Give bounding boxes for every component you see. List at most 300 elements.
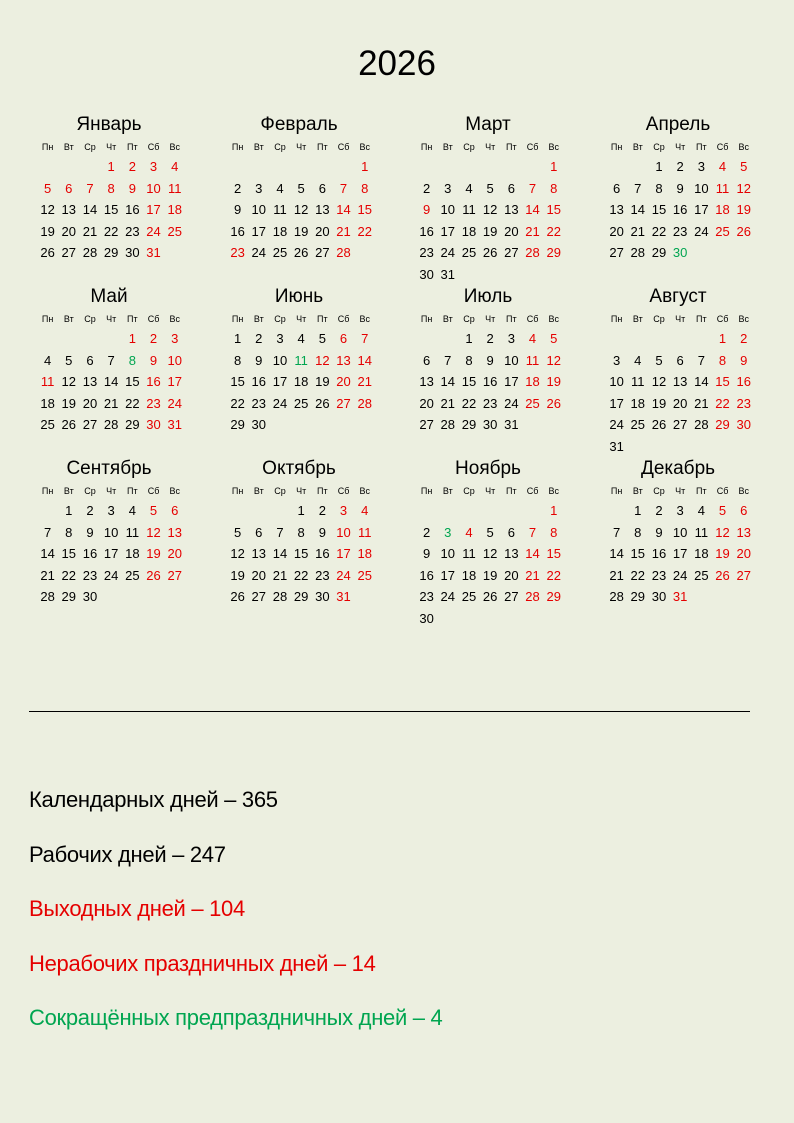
day-cell: 24 xyxy=(167,395,182,411)
weekday-label: Пт xyxy=(317,142,328,152)
month-block xyxy=(416,114,566,285)
day-cell: 28 xyxy=(272,589,288,605)
day-cell: 17 xyxy=(336,546,351,562)
day-cell: 28 xyxy=(40,589,55,605)
day-cell: 27 xyxy=(609,245,624,261)
day-cell: 11 xyxy=(631,374,645,390)
day-cell: 7 xyxy=(43,524,52,540)
day-cell: 11 xyxy=(462,202,476,218)
weekday-label: Сб xyxy=(337,314,350,324)
day-cell: 11 xyxy=(294,352,308,368)
weekday-label: Пн xyxy=(231,142,244,152)
day-cell: 12 xyxy=(61,374,77,390)
week-row xyxy=(606,436,756,458)
day-cell: 5 xyxy=(718,503,727,519)
day-cell: 21 xyxy=(272,567,288,583)
weekday-label: Ср xyxy=(463,314,475,324)
weekday-label: Ср xyxy=(274,142,286,152)
day-cell: 18 xyxy=(357,546,372,562)
day-cell: 8 xyxy=(634,524,642,540)
week-row xyxy=(416,565,566,587)
day-cell: 24 xyxy=(609,417,624,433)
day-cell: 8 xyxy=(550,180,558,196)
calendar-grid xyxy=(37,114,757,644)
day-cell: 28 xyxy=(630,245,646,261)
week-row xyxy=(37,328,187,350)
weekday-label: Пн xyxy=(610,142,623,152)
day-cell: 2 xyxy=(86,503,94,519)
weekday-label: Сб xyxy=(526,142,539,152)
weekday-label: Сб xyxy=(147,142,160,152)
day-cell: 12 xyxy=(315,352,330,368)
month-block xyxy=(416,286,566,436)
day-cell: 9 xyxy=(255,352,263,368)
day-cell: 10 xyxy=(272,352,288,368)
day-cell: 12 xyxy=(482,202,498,218)
weekday-label: Пн xyxy=(610,314,623,324)
day-cell: 28 xyxy=(440,417,456,433)
day-cell: 13 xyxy=(504,202,519,218)
day-cell: 12 xyxy=(546,352,561,368)
week-row xyxy=(416,608,566,630)
week-row xyxy=(606,371,756,393)
weekday-label: Вт xyxy=(253,486,264,496)
day-cell: 17 xyxy=(167,374,182,390)
month-name: Июнь xyxy=(274,286,324,307)
day-cell: 7 xyxy=(612,524,621,540)
day-cell: 22 xyxy=(357,223,372,239)
day-cell: 23 xyxy=(230,245,245,261)
month-block xyxy=(37,286,187,436)
day-cell: 30 xyxy=(146,417,161,433)
weekday-label: Вт xyxy=(63,142,74,152)
day-cell: 26 xyxy=(736,223,751,239)
day-cell: 24 xyxy=(440,589,456,605)
day-cell: 10 xyxy=(251,202,267,218)
weekday-label: Вс xyxy=(359,142,370,152)
day-cell: 4 xyxy=(697,503,705,519)
day-cell: 22 xyxy=(103,223,119,239)
day-cell: 22 xyxy=(230,395,245,411)
week-row xyxy=(416,543,566,565)
weekday-label: Вс xyxy=(738,314,749,324)
day-cell: 20 xyxy=(167,546,182,562)
week-row xyxy=(37,242,187,264)
day-cell: 16 xyxy=(651,546,667,562)
weekday-label: Чт xyxy=(675,314,686,324)
day-cell: 25 xyxy=(461,589,477,605)
week-row xyxy=(606,328,756,350)
day-cell: 27 xyxy=(504,589,519,605)
day-cell: 19 xyxy=(736,202,751,218)
weekday-label: Сб xyxy=(526,314,539,324)
month-block xyxy=(606,114,756,264)
day-cell: 2 xyxy=(128,159,136,175)
day-cell: 13 xyxy=(672,374,688,390)
day-cell: 19 xyxy=(293,223,309,239)
week-row xyxy=(606,500,756,522)
day-cell: 6 xyxy=(507,180,515,196)
month-block xyxy=(37,114,187,264)
day-cell: 12 xyxy=(146,524,161,540)
month-name: Март xyxy=(465,114,511,135)
day-cell: 13 xyxy=(504,546,519,562)
day-cell: 18 xyxy=(272,223,288,239)
day-cell: 26 xyxy=(315,395,330,411)
week-row xyxy=(37,586,187,608)
day-cell: 2 xyxy=(422,524,431,540)
day-cell: 8 xyxy=(718,352,727,368)
day-cell: 13 xyxy=(82,374,98,390)
weekday-label: Сб xyxy=(147,486,160,496)
day-cell: 30 xyxy=(419,610,434,626)
week-row xyxy=(227,221,377,243)
day-cell: 19 xyxy=(40,223,55,239)
week-row xyxy=(37,393,187,415)
day-cell: 25 xyxy=(293,395,309,411)
day-cell: 23 xyxy=(419,589,434,605)
weekday-label: Чт xyxy=(675,142,686,152)
weekday-label: Вс xyxy=(548,142,559,152)
week-row xyxy=(606,178,756,200)
day-cell: 23 xyxy=(82,567,98,583)
weekday-label: Ср xyxy=(84,486,96,496)
week-row xyxy=(606,543,756,565)
weekday-label: Вт xyxy=(63,314,74,324)
day-cell: 29 xyxy=(546,589,561,605)
day-cell: 24 xyxy=(251,245,267,261)
day-cell: 28 xyxy=(357,395,372,411)
day-cell: 2 xyxy=(486,331,494,347)
weekday-label: Чт xyxy=(485,486,496,496)
day-cell: 23 xyxy=(125,223,140,239)
day-cell: 3 xyxy=(444,524,452,540)
weekday-label: Чт xyxy=(296,142,307,152)
divider-line xyxy=(29,711,750,712)
day-cell: 1 xyxy=(550,503,558,519)
week-row xyxy=(416,500,566,522)
day-cell: 4 xyxy=(634,352,642,368)
day-cell: 20 xyxy=(736,546,751,562)
day-cell: 18 xyxy=(167,202,182,218)
day-cell: 22 xyxy=(125,395,140,411)
day-cell: 3 xyxy=(444,180,452,196)
day-cell: 10 xyxy=(440,546,456,562)
day-cell: 12 xyxy=(40,202,55,218)
day-cell: 24 xyxy=(336,567,351,583)
week-row xyxy=(227,242,377,264)
day-cell: 9 xyxy=(740,352,748,368)
day-cell: 8 xyxy=(550,524,558,540)
day-cell: 19 xyxy=(482,223,498,239)
day-cell: 4 xyxy=(276,180,284,196)
month-name: Февраль xyxy=(260,114,338,135)
day-cell: 13 xyxy=(336,352,351,368)
weekday-header-row xyxy=(416,482,566,500)
day-cell: 13 xyxy=(419,374,434,390)
weekday-label: Пн xyxy=(231,486,244,496)
day-cell: 14 xyxy=(40,546,55,562)
day-cell: 2 xyxy=(149,331,158,347)
day-cell: 12 xyxy=(230,546,245,562)
day-cell: 8 xyxy=(465,352,473,368)
weekday-label: Пн xyxy=(231,314,244,324)
week-row xyxy=(416,221,566,243)
weekday-label: Чт xyxy=(106,486,117,496)
day-cell: 22 xyxy=(61,567,77,583)
day-cell: 23 xyxy=(672,223,688,239)
day-cell: 6 xyxy=(318,180,326,196)
month-name: Декабрь xyxy=(640,458,716,479)
week-row xyxy=(227,350,377,372)
day-cell: 14 xyxy=(525,202,540,218)
day-cell: 3 xyxy=(676,503,684,519)
day-cell: 20 xyxy=(609,223,624,239)
week-row xyxy=(606,586,756,608)
day-cell: 3 xyxy=(612,352,621,368)
weekday-label: Вт xyxy=(253,314,264,324)
weekday-label: Вт xyxy=(632,486,643,496)
day-cell: 27 xyxy=(315,245,330,261)
week-row xyxy=(37,178,187,200)
day-cell: 11 xyxy=(125,524,140,540)
day-cell: 17 xyxy=(272,374,288,390)
weekday-label: Пн xyxy=(610,486,623,496)
month-name: Октябрь xyxy=(262,458,336,479)
day-cell: 21 xyxy=(525,223,540,239)
weekday-label: Сб xyxy=(147,314,160,324)
day-cell: 25 xyxy=(167,223,182,239)
day-cell: 4 xyxy=(43,352,52,368)
day-cell: 30 xyxy=(251,417,267,433)
week-row xyxy=(416,586,566,608)
day-cell: 5 xyxy=(550,331,558,347)
day-cell: 10 xyxy=(672,524,688,540)
weekday-label: Чт xyxy=(296,314,307,324)
day-cell: 20 xyxy=(504,567,519,583)
day-cell: 28 xyxy=(525,245,540,261)
day-cell: 12 xyxy=(651,374,667,390)
day-cell: 7 xyxy=(276,524,284,540)
day-cell: 7 xyxy=(339,180,348,196)
day-cell: 30 xyxy=(419,266,434,282)
day-cell: 16 xyxy=(419,567,434,583)
month-name: Сентябрь xyxy=(66,458,152,479)
day-cell: 3 xyxy=(107,503,115,519)
day-cell: 22 xyxy=(546,567,561,583)
weekday-label: Пт xyxy=(127,314,138,324)
day-cell: 17 xyxy=(694,202,709,218)
day-cell: 11 xyxy=(273,202,287,218)
day-cell: 27 xyxy=(82,417,98,433)
week-row xyxy=(416,242,566,264)
weekday-label: Вс xyxy=(169,486,180,496)
day-cell: 15 xyxy=(103,202,119,218)
day-cell: 15 xyxy=(461,374,477,390)
day-cell: 23 xyxy=(315,567,330,583)
day-cell: 18 xyxy=(525,374,540,390)
day-cell: 16 xyxy=(419,223,434,239)
day-cell: 1 xyxy=(465,331,473,347)
day-cell: 17 xyxy=(146,202,161,218)
day-cell: 6 xyxy=(612,180,621,196)
day-cell: 25 xyxy=(40,417,55,433)
day-cell: 21 xyxy=(336,223,351,239)
month-block xyxy=(416,458,566,629)
day-cell: 29 xyxy=(651,245,667,261)
day-cell: 19 xyxy=(315,374,330,390)
day-cell: 5 xyxy=(740,159,748,175)
day-cell: 2 xyxy=(255,331,263,347)
day-cell: 14 xyxy=(630,202,646,218)
day-cell: 25 xyxy=(461,245,477,261)
day-cell: 16 xyxy=(736,374,751,390)
weekday-label: Пт xyxy=(506,486,517,496)
week-row xyxy=(416,371,566,393)
weekday-label: Вс xyxy=(169,142,180,152)
day-cell: 9 xyxy=(318,524,326,540)
day-cell: 27 xyxy=(251,589,267,605)
weekday-label: Ср xyxy=(274,486,286,496)
weekday-label: Пт xyxy=(317,314,328,324)
day-cell: 15 xyxy=(546,202,561,218)
day-cell: 10 xyxy=(504,352,519,368)
weekday-label: Вс xyxy=(359,486,370,496)
weekday-label: Ср xyxy=(653,142,665,152)
day-cell: 2 xyxy=(676,159,684,175)
day-cell: 7 xyxy=(697,352,705,368)
day-cell: 30 xyxy=(651,589,667,605)
day-cell: 5 xyxy=(43,180,52,196)
day-cell: 29 xyxy=(461,417,477,433)
day-cell: 9 xyxy=(486,352,494,368)
day-cell: 10 xyxy=(694,180,709,196)
day-cell: 23 xyxy=(146,395,161,411)
stat-holidays: Нерабочих праздничных дней – 14 xyxy=(29,950,376,976)
week-row xyxy=(227,199,377,221)
day-cell: 6 xyxy=(171,503,179,519)
day-cell: 7 xyxy=(361,331,369,347)
day-cell: 27 xyxy=(419,417,434,433)
day-cell: 11 xyxy=(694,524,709,540)
weekday-label: Чт xyxy=(296,486,307,496)
day-cell: 2 xyxy=(655,503,663,519)
day-cell: 31 xyxy=(504,417,519,433)
weekday-label: Пн xyxy=(41,142,54,152)
weekday-label: Пн xyxy=(420,314,433,324)
day-cell: 18 xyxy=(715,202,730,218)
day-cell: 9 xyxy=(422,202,431,218)
weekday-label: Ср xyxy=(84,142,96,152)
day-cell: 3 xyxy=(149,159,158,175)
day-cell: 19 xyxy=(715,546,730,562)
month-name: Ноябрь xyxy=(455,458,521,479)
day-cell: 19 xyxy=(546,374,561,390)
weekday-label: Сб xyxy=(337,486,350,496)
day-cell: 2 xyxy=(740,331,748,347)
month-name: Май xyxy=(90,286,128,307)
day-cell: 27 xyxy=(736,567,751,583)
day-cell: 10 xyxy=(609,374,624,390)
day-cell: 28 xyxy=(694,417,709,433)
day-cell: 20 xyxy=(61,223,77,239)
day-cell: 8 xyxy=(655,180,663,196)
day-cell: 29 xyxy=(715,417,730,433)
weekday-label: Пт xyxy=(696,314,707,324)
day-cell: 1 xyxy=(655,159,663,175)
weekday-label: Пт xyxy=(127,142,138,152)
day-cell: 9 xyxy=(149,352,158,368)
day-cell: 1 xyxy=(297,503,305,519)
weekday-header-row xyxy=(606,482,756,500)
day-cell: 6 xyxy=(507,524,515,540)
day-cell: 6 xyxy=(676,352,684,368)
day-cell: 21 xyxy=(40,567,55,583)
day-cell: 23 xyxy=(251,395,267,411)
day-cell: 24 xyxy=(440,245,456,261)
day-cell: 1 xyxy=(718,331,727,347)
week-row xyxy=(37,199,187,221)
week-row xyxy=(416,264,566,286)
week-row xyxy=(227,178,377,200)
day-cell: 14 xyxy=(525,546,540,562)
weekday-label: Пт xyxy=(696,486,707,496)
day-cell: 24 xyxy=(146,223,161,239)
week-row xyxy=(606,393,756,415)
day-cell: 4 xyxy=(361,503,369,519)
day-cell: 4 xyxy=(171,159,179,175)
day-cell: 15 xyxy=(630,546,646,562)
weekday-label: Вт xyxy=(442,142,453,152)
day-cell: 6 xyxy=(65,180,73,196)
day-cell: 16 xyxy=(230,223,245,239)
day-cell: 8 xyxy=(233,352,242,368)
day-cell: 31 xyxy=(146,245,161,261)
month-name: Январь xyxy=(76,114,142,135)
day-cell: 16 xyxy=(82,546,98,562)
day-cell: 26 xyxy=(482,589,498,605)
day-cell: 12 xyxy=(715,524,730,540)
day-cell: 26 xyxy=(293,245,309,261)
day-cell: 15 xyxy=(715,374,730,390)
weekday-label: Вт xyxy=(442,314,453,324)
day-cell: 14 xyxy=(82,202,98,218)
week-row xyxy=(37,522,187,544)
week-row xyxy=(37,350,187,372)
day-cell: 10 xyxy=(167,352,182,368)
weekday-label: Чт xyxy=(675,486,686,496)
day-cell: 22 xyxy=(461,395,477,411)
day-cell: 22 xyxy=(630,567,646,583)
weekday-header-row xyxy=(37,482,187,500)
day-cell: 9 xyxy=(422,546,431,562)
weekday-header-row xyxy=(227,310,377,328)
day-cell: 11 xyxy=(462,546,476,562)
week-row xyxy=(227,156,377,178)
day-cell: 3 xyxy=(339,503,348,519)
day-cell: 12 xyxy=(482,546,498,562)
day-cell: 28 xyxy=(525,589,540,605)
day-cell: 11 xyxy=(715,180,730,196)
weekday-label: Ср xyxy=(653,314,665,324)
day-cell: 31 xyxy=(167,417,182,433)
day-cell: 31 xyxy=(609,438,624,454)
weekday-label: Ср xyxy=(653,486,665,496)
weekday-label: Вт xyxy=(632,142,643,152)
day-cell: 15 xyxy=(357,202,372,218)
week-row xyxy=(37,371,187,393)
day-cell: 31 xyxy=(440,266,456,282)
